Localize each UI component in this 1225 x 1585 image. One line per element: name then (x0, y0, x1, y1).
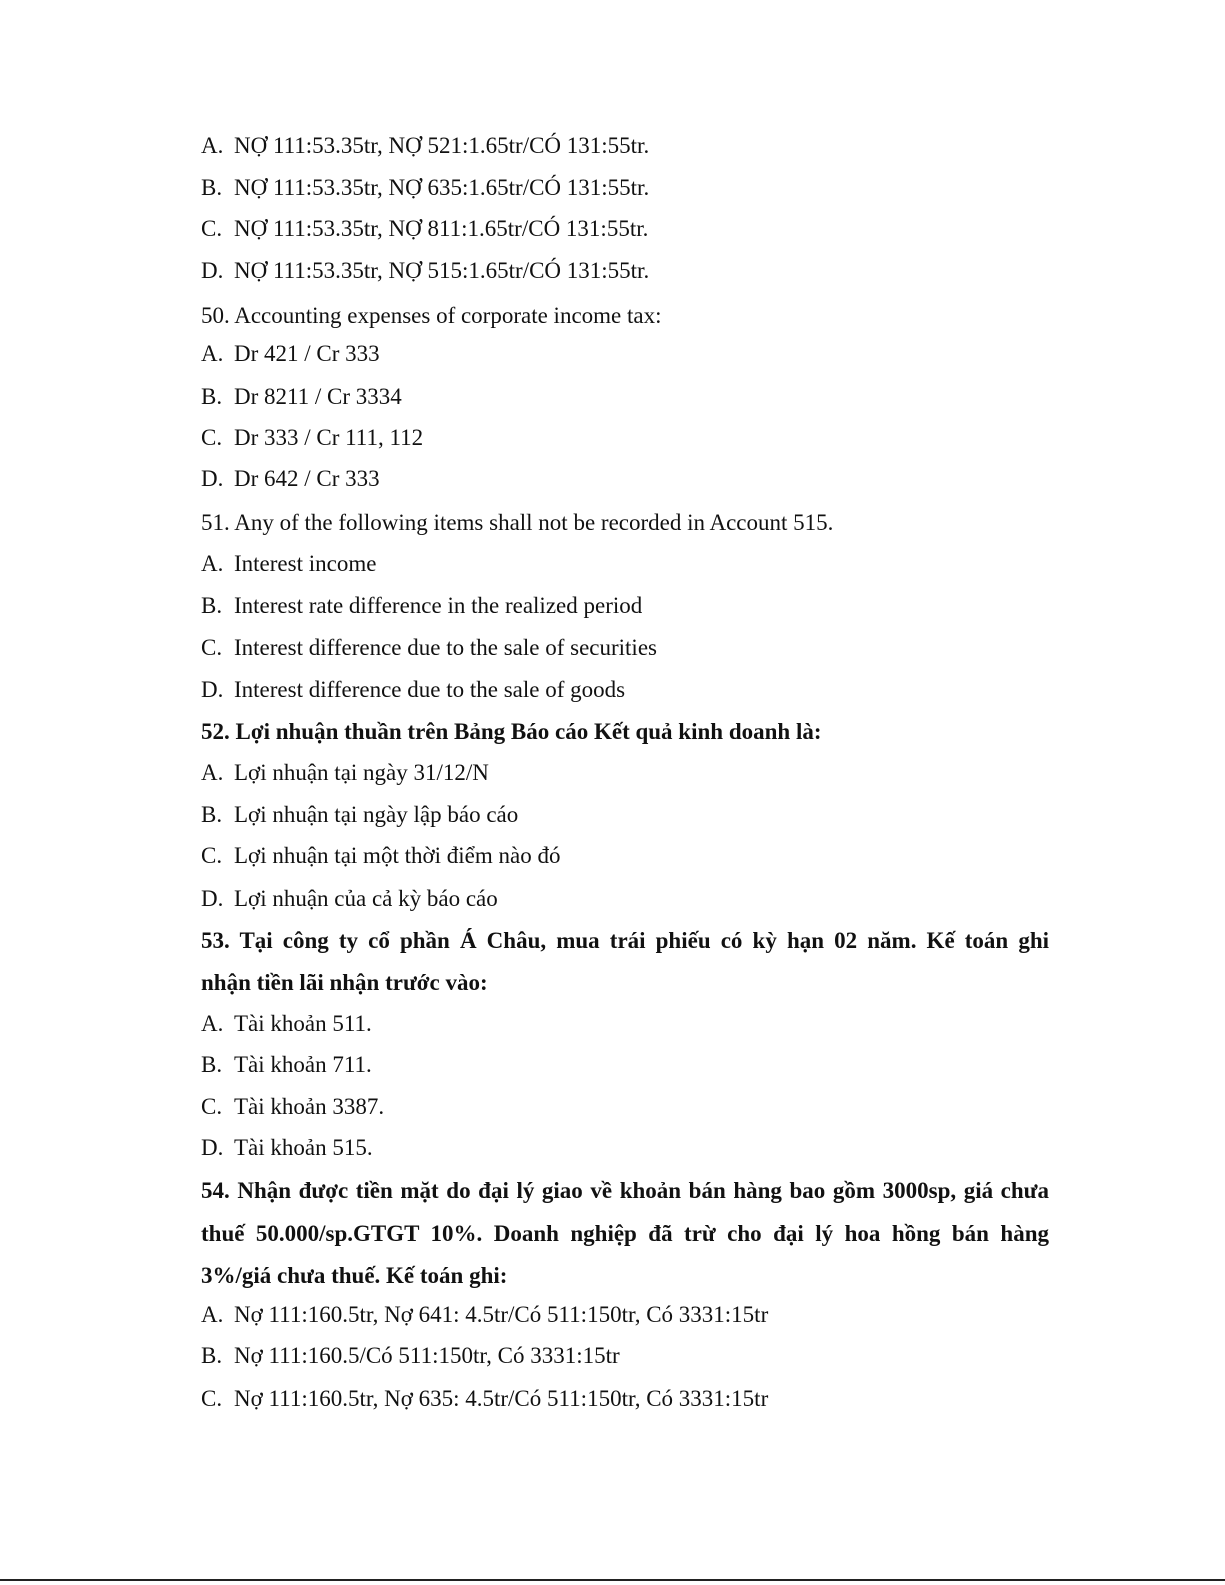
option-letter: C. (201, 216, 223, 241)
option-letter: B. (201, 175, 223, 200)
option-letter: A. (201, 1302, 224, 1327)
q53-option-b (201, 1052, 372, 1078)
option-text: NỢ 111:53.35tr, NỢ 811:1.65tr/CÓ 131:55tr. (234, 216, 649, 241)
q53-option-a (201, 1011, 372, 1037)
option-letter: C. (201, 1386, 223, 1411)
q50-option-c (201, 425, 423, 451)
option-letter: A. (201, 133, 224, 158)
option-text: Dr 333 / Cr 111, 112 (234, 425, 424, 450)
option-text: Dr 642 / Cr 333 (234, 466, 380, 491)
q49-option-a (201, 133, 649, 159)
option-text: Dr 8211 / Cr 3334 (234, 384, 402, 409)
q53-option-d (201, 1135, 373, 1161)
option-letter: C. (201, 635, 223, 660)
option-letter: B. (201, 1052, 223, 1077)
option-letter: C. (201, 843, 223, 868)
option-letter: D. (201, 1135, 224, 1160)
q49-option-b (201, 175, 649, 201)
option-text: Nợ 111:160.5tr, Nợ 641: 4.5tr/Có 511:150tr, Có 3331:15tr (234, 1302, 769, 1327)
q54-option-c (201, 1386, 768, 1412)
option-text: Tài khoản 515. (234, 1135, 373, 1160)
option-letter: D. (201, 886, 224, 911)
option-letter: A. (201, 341, 224, 366)
option-text: NỢ 111:53.35tr, NỢ 635:1.65tr/CÓ 131:55tr. (234, 175, 650, 200)
option-text: Lợi nhuận của cả kỳ báo cáo (234, 886, 498, 911)
option-letter: B. (201, 593, 223, 618)
q51-option-b (201, 593, 642, 619)
q51-option-c (201, 635, 657, 661)
q52-option-d (201, 886, 498, 912)
q54-option-a (201, 1302, 768, 1328)
question-53-line2: nhận tiền lãi nhận trước vào: (201, 970, 488, 995)
question-54-line2: thuế 50.000/sp.GTGT 10%. Doanh nghiệp đã trừ cho đại lý hoa hồng bán hàng (201, 1221, 1049, 1246)
q51-option-a (201, 551, 376, 577)
option-text: Tài khoản 511. (234, 1011, 372, 1036)
option-letter: A. (201, 551, 224, 576)
option-text: Tài khoản 3387. (234, 1094, 385, 1119)
option-letter: C. (201, 425, 223, 450)
option-text: Lợi nhuận tại một thời điểm nào đó (234, 843, 561, 868)
q52-option-b (201, 802, 518, 828)
option-text: NỢ 111:53.35tr, NỢ 515:1.65tr/CÓ 131:55tr. (234, 258, 650, 283)
option-text: Interest difference due to the sale of securities (234, 635, 657, 660)
option-text: Interest rate difference in the realized period (234, 593, 643, 618)
question-53-line1: 53. Tại công ty cổ phần Á Châu, mua trái phiếu có kỳ hạn 02 năm. Kế toán ghi (201, 928, 1049, 953)
question-50: 50. Accounting expenses of corporate income tax: (201, 303, 662, 328)
q49-option-c (201, 216, 648, 242)
question-51: 51. Any of the following items shall not be recorded in Account 515. (201, 510, 834, 535)
option-text: NỢ 111:53.35tr, NỢ 521:1.65tr/CÓ 131:55tr. (234, 133, 650, 158)
question-54-line3: 3%/giá chưa thuế. Kế toán ghi: (201, 1263, 508, 1288)
question-54-line1: 54. Nhận được tiền mặt do đại lý giao về khoản bán hàng bao gồm 3000sp, giá chưa (201, 1178, 1049, 1203)
option-letter: C. (201, 1094, 223, 1119)
option-text: Lợi nhuận tại ngày lập báo cáo (234, 802, 519, 827)
option-text: Nợ 111:160.5tr, Nợ 635: 4.5tr/Có 511:150tr, Có 3331:15tr (234, 1386, 769, 1411)
q53-option-c (201, 1094, 384, 1120)
q50-option-d (201, 466, 380, 492)
q54-option-b (201, 1343, 620, 1369)
option-text: Dr 421 / Cr 333 (234, 341, 380, 366)
option-letter: D. (201, 677, 224, 702)
option-letter: D. (201, 466, 224, 491)
option-text: Nợ 111:160.5/Có 511:150tr, Có 3331:15tr (234, 1343, 620, 1368)
option-letter: A. (201, 1011, 224, 1036)
option-letter: D. (201, 258, 224, 283)
page-bottom-rule (0, 1579, 1225, 1581)
q50-option-a (201, 341, 380, 367)
option-letter: A. (201, 760, 224, 785)
q51-option-d (201, 677, 625, 703)
option-text: Interest income (234, 551, 377, 576)
option-text: Tài khoản 711. (234, 1052, 372, 1077)
option-letter: B. (201, 802, 223, 827)
q52-option-a (201, 760, 489, 786)
option-text: Interest difference due to the sale of goods (234, 677, 626, 702)
q49-option-d (201, 258, 649, 284)
option-letter: B. (201, 384, 223, 409)
question-52: 52. Lợi nhuận thuần trên Bảng Báo cáo Kết quả kinh doanh là: (201, 719, 822, 744)
q50-option-b (201, 384, 402, 410)
option-letter: B. (201, 1343, 223, 1368)
option-text: Lợi nhuận tại ngày 31/12/N (234, 760, 489, 785)
q52-option-c (201, 843, 560, 869)
